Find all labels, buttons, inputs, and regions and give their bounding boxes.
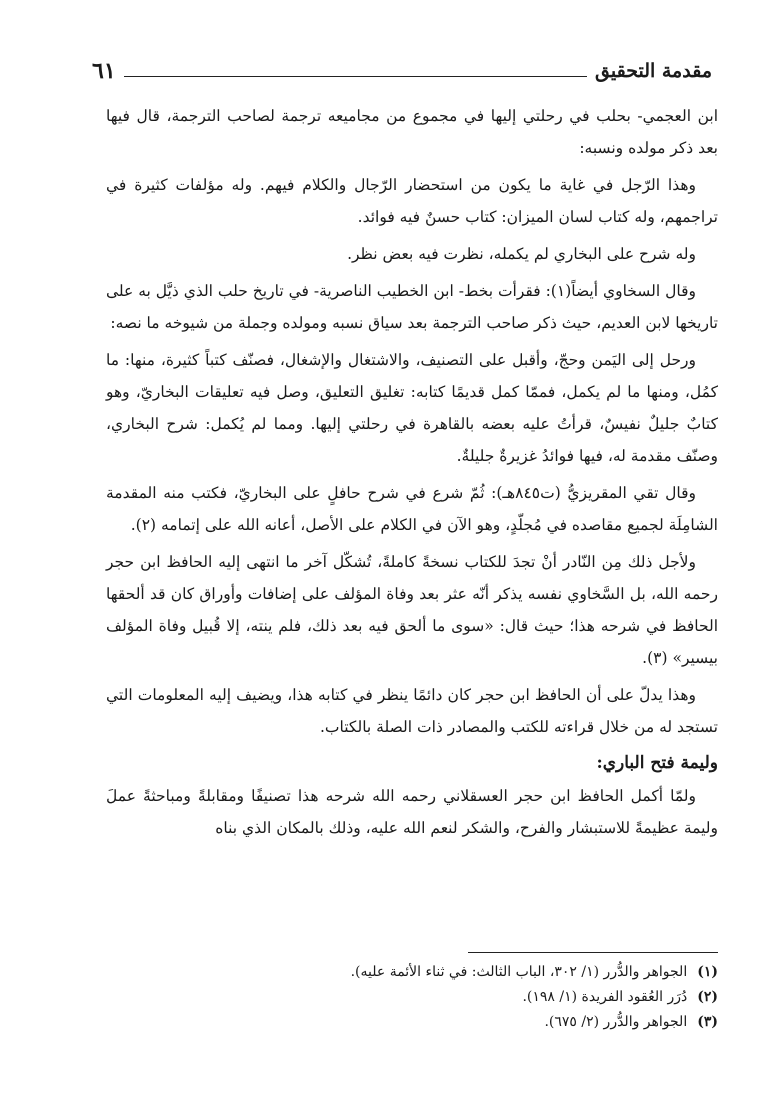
paragraph: وهذا الرّجل في غاية ما يكون من استحضار الرّجال والكلام فيهم. وله مؤلفات كثيرة في تراجمهم، وله كتاب لسان الميزان: كتاب حسنٌ فيه فوائد. <box>106 176 718 226</box>
header-title: مقدمة التحقيق <box>595 60 712 82</box>
footnote-separator <box>468 952 718 953</box>
paragraph: وهذا يدلّ على أن الحافظ ابن حجر كان دائمًا ينظر في كتابه هذا، ويضيف إليه المعلومات التي تستجد له من خلال قراءته للكتب والمصادر ذات الصلة بالكتاب. <box>106 686 718 736</box>
footnote-number: (١) <box>697 964 718 980</box>
footnote-number: (٣) <box>697 1014 718 1030</box>
paragraph: وقال السخاوي أيضاً(١): فقرأت بخط- ابن الخطيب الناصرية- في تاريخ حلب الذي ذيَّل به على تاريخها لابن العديم، حيث ذكر صاحب الترجمة بعد سياق نسبه ومولده وجملة من شيوخه ما نصه: <box>106 282 718 332</box>
running-header <box>92 56 712 86</box>
footnotes <box>106 960 718 1035</box>
footnote-item <box>106 1010 718 1035</box>
footnote-number: (٢) <box>697 989 718 1005</box>
paragraph: ورحل إلى اليَمن وحجّ، وأقبل على التصنيف، والاشتغال والإشغال، فصنّف كتباً كثيرة، منها: ما كمُل، ومنها ما لم يكمل، فممّا كمل قديمًا كتابه: تغليق التعليق، وصل فيه تعليقات البخاريّ، وهو كتابٌ جليلٌ نفيسٌ، قرأتُ عليه بعضه بالقاهرة في رحلتي إليها. ومما لم يُكمل: شرح البخاري، وصنّف مقدمة له، فيها فوائدُ غزيرةٌ جليلةٌ. <box>106 351 718 465</box>
footnote-item <box>106 960 718 985</box>
paragraph: ابن العجمي- بحلب في رحلتي إليها في مجموع من مجاميعه ترجمة لصاحب الترجمة، قال فيها بعد ذكر مولده ونسبه: <box>106 107 718 157</box>
main-text <box>106 100 718 849</box>
section-heading: وليمة فتح الباري: <box>596 753 718 773</box>
paragraph: وله شرح على البخاري لم يكمله، نظرت فيه بعض نظر. <box>347 245 696 263</box>
footnote-text: الجواهر والدُّرر (١/ ٣٠٢، الباب الثالث: في ثناء الأئمة عليه). <box>350 964 688 980</box>
footnote-text: دُرَر العُقود الفريدة (١/ ١٩٨). <box>522 989 688 1005</box>
page-number: ٦١ <box>92 58 116 84</box>
footnote-item <box>106 985 718 1010</box>
paragraph: وقال تقي المقريزيُّ (ت٨٤٥هـ): ثُمّ شرع في شرح حافلٍ على البخاريّ، فكتب منه المقدمة الشامِلَة لجميع مقاصده في مُجلّدٍ، وهو الآن في الكلام على الأصل، أعانه الله على إتمامه (٢). <box>106 484 718 534</box>
footnote-text: الجواهر والدُّرر (٢/ ٦٧٥). <box>544 1014 688 1030</box>
paragraph: ولأجل ذلك مِن النّادر أنْ تجدَ للكتاب نسخةً كاملةً، تُشكّل آخر ما انتهى إليه الحافظ ابن حجر رحمه الله، بل السَّخاوي نفسه يذكر أنّه عثر بعد وفاة المؤلف على إضافات وأوراق كان قد ألحقها الحافظ في شرحه هذا؛ حيث قال: «سوى ما ألحق فيه بعد ذلك، فلم ينته، إلا قُبيل وفاة المؤلف بيسير» (٣). <box>106 553 718 667</box>
paragraph: ولمّا أكمل الحافظ ابن حجر العسقلاني رحمه الله شرحه هذا تصنيفًا ومقابلةً ومباحثةً عملَ وليمة عظيمةً للاستبشار والفرح، والشكر لنعم الله عليه، وذلك بالمكان الذي بناه <box>106 787 718 837</box>
header-rule <box>124 76 587 77</box>
